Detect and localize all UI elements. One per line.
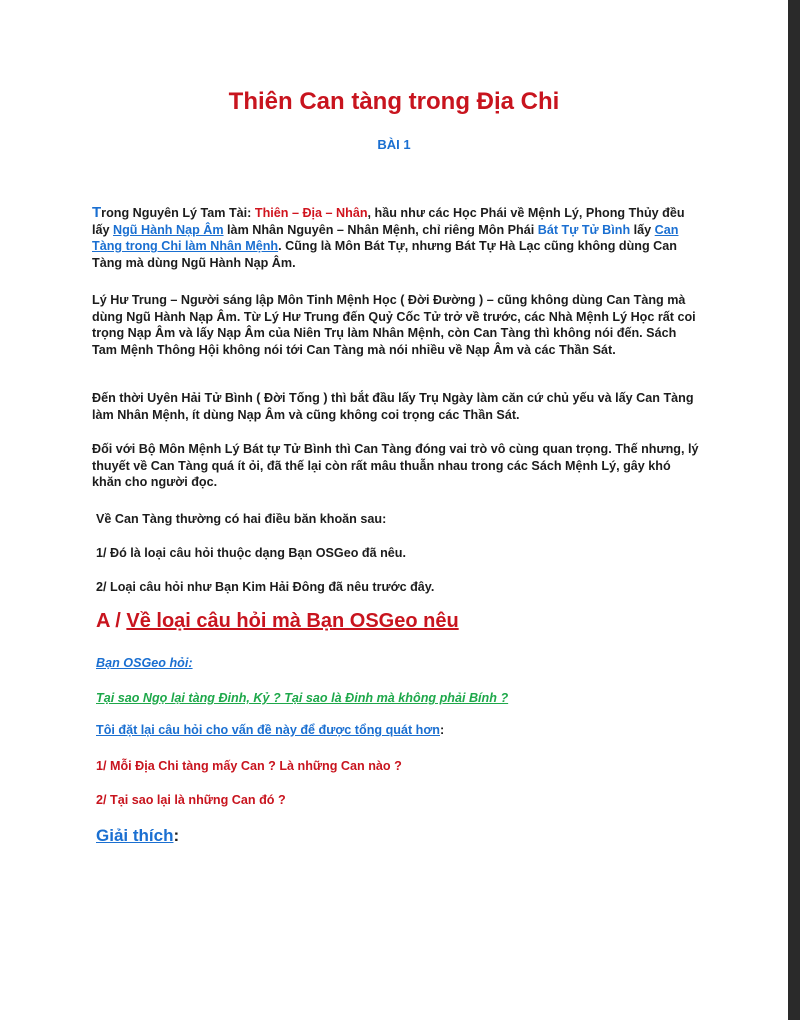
right-edge-bar <box>788 0 800 1020</box>
explanation-heading: Giải thích: <box>96 826 180 845</box>
bat-tu-tu-binh-term: Bát Tự Tử Bình <box>537 222 631 237</box>
question-text: Tại sao Ngọ lại tàng Đinh, Kỷ ? Tại sao là Đinh mà không phải Bính ? <box>96 691 509 705</box>
paragraph-bat-tu: Đối với Bộ Môn Mệnh Lý Bát tự Tử Bình thì Can Tàng đóng vai trò vô cùng quan trọng. Thế nhưng, lý thuyết về Can Tàng quá ít ỏi, đã thế lại còn rất mâu thuẫn nhau trong các Sách Mệnh Lý, gây khó khăn cho người đọc. <box>92 442 699 490</box>
lesson-number: BÀI 1 <box>377 137 411 152</box>
restated-question: Tôi đặt lại câu hỏi cho vấn đề này để được tổng quát hơn: <box>96 723 445 737</box>
section-heading-a: A / Về loại câu hỏi mà Bạn OSGeo nêu <box>96 610 459 632</box>
page-title: Thiên Can tàng trong Địa Chi <box>228 88 560 115</box>
link-can-tang[interactable]: Can Tàng trong Chi làm Nhân Mệnh <box>92 222 679 254</box>
drop-letter: T <box>92 204 102 221</box>
question-label: Bạn OSGeo hỏi: <box>96 656 193 670</box>
tam-tai-term: Thiên – Địa – Nhân <box>254 206 368 220</box>
link-ngu-hanh-nap-am[interactable]: Ngũ Hành Nạp Âm <box>113 222 224 237</box>
paragraph-hai-dieu: Về Can Tàng thường có hai điều băn khoăn sau: <box>96 512 387 526</box>
list-item-2: 2/ Loại câu hỏi như Bạn Kim Hải Đông đã nêu trước đây. <box>96 580 435 594</box>
question-1: 1/ Mỗi Địa Chi tàng mấy Can ? Là những Can nào ? <box>96 759 402 773</box>
paragraph-ly-hu-trung: Lý Hư Trung – Người sáng lập Môn Tinh Mệnh Học ( Đời Đường ) – cũng không dùng Can Tàng mà dùng Ngũ Hành Nạp Âm. Từ Lý Hư Trung đến Quỷ Cốc Tử trở về trước, các Nhà Mệnh Lý Học rất coi trọng Nạp Âm và lấy Nạp Âm của Niên Trụ làm Nhân Mệnh, còn Can Tàng thì không nói đến. Sách Tam Mệnh Thông Hội không nói tới Can Tàng mà nói nhiều về Nạp Âm và các Thần Sát. <box>92 293 696 357</box>
question-2: 2/ Tại sao lại là những Can đó ? <box>96 793 286 807</box>
list-item-1: 1/ Đó là loại câu hỏi thuộc dạng Bạn OSGeo đã nêu. <box>96 546 406 560</box>
paragraph-intro: Trong Nguyên Lý Tam Tài: Thiên – Địa – Nhân, hầu như các Học Phái về Mệnh Lý, Phong Thủy đều lấy Ngũ Hành Nạp Âm làm Nhân Nguyên – Nhân Mệnh, chỉ riêng Môn Phái Bát Tự Tử Bình lấy Can Tàng trong Chi làm Nhân Mệnh. Cũng là Môn Bát Tự, nhưng Bát Tự Hà Lạc cũng không dùng Can Tàng mà dùng Ngũ Hành Nạp Âm. <box>92 204 685 270</box>
paragraph-uyen-hai: Đến thời Uyên Hải Tử Bình ( Đời Tống ) thì bắt đầu lấy Trụ Ngày làm căn cứ chủ yếu và lấy Can Tàng làm Nhân Mệnh, ít dùng Nạp Âm và cũng không coi trọng các Thần Sát. <box>92 391 694 422</box>
